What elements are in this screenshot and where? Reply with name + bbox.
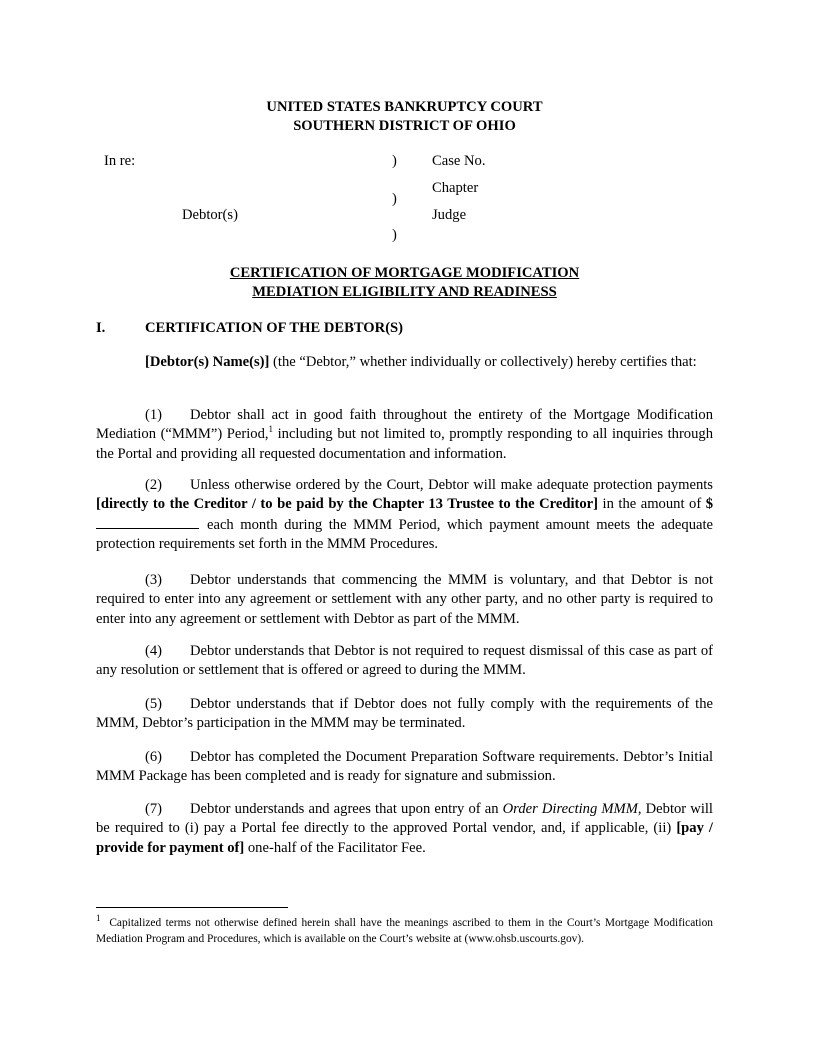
item-1 [96, 406, 713, 464]
item-number: (1) [145, 407, 163, 423]
item-number: (4) [145, 643, 163, 659]
payment-choice-placeholder: [pay / provide for payment of] [96, 820, 713, 856]
case-no-label: Case No. [432, 153, 486, 169]
section-title: CERTIFICATION OF THE DEBTOR(S) [145, 320, 404, 336]
in-re-label: In re: [104, 153, 136, 169]
item-text: Debtor understands that if Debtor does not fully comply with the requirements of the MMM, Debtor’s participation in the MMM may be terminated. [96, 696, 713, 732]
item-number: (3) [145, 572, 163, 588]
dollar-sign: $ [705, 496, 713, 513]
item-text: , Debtor will be required to (i) pay a Portal fee directly to the approved Portal vendor, and, if applicable, (ii) [96, 801, 713, 837]
item-number: (2) [145, 477, 163, 493]
section-number: I. [96, 320, 106, 336]
court-header [96, 98, 713, 136]
intro-paragraph [96, 353, 713, 372]
item-text: each month during the MMM Period, which payment amount meets the adequate protection requirements set forth in the MMM Procedures. [96, 516, 713, 553]
court-district: SOUTHERN DISTRICT OF OHIO [293, 118, 516, 134]
footnote-divider [96, 907, 288, 908]
item-number: (6) [145, 749, 163, 765]
chapter-label: Chapter [432, 180, 479, 196]
item-number: (7) [145, 801, 163, 817]
document-page [96, 0, 713, 1056]
item-5 [96, 695, 713, 734]
item-4 [96, 642, 713, 681]
item-text: in the amount of [598, 496, 706, 513]
section-heading [96, 319, 713, 338]
item-text: one-half of the Facilitator Fee. [244, 839, 426, 856]
judge-label: Judge [432, 207, 467, 223]
item-number: (5) [145, 696, 163, 712]
item-6 [96, 748, 713, 787]
intro-text: (the “Debtor,” whether individually or collectively) hereby certifies that: [269, 354, 697, 370]
court-name: UNITED STATES BANKRUPTCY COURT [266, 99, 543, 115]
caption-paren-2: ) [392, 191, 397, 207]
item-text: Debtor has completed the Document Preparation Software requirements. Debtor’s Initial MMM Package has been completed and is ready for signature and submission. [96, 749, 713, 785]
item-text: Unless otherwise ordered by the Court, Debtor will make adequate protection payments [190, 477, 713, 493]
amount-blank [96, 515, 199, 529]
debtor-name-placeholder: [Debtor(s) Name(s)] [145, 354, 270, 370]
item-7 [96, 800, 713, 858]
item-text: Debtor understands that commencing the MMM is voluntary, and that Debtor is not required to enter into any agreement or settlement with any other party, and no other party is required to enter into any agreement or settlement with Debtor as part of the MMM. [96, 572, 713, 627]
item-text: Debtor understands that Debtor is not required to request dismissal of this case as part of any resolution or settlement that is offered or agreed to during the MMM. [96, 643, 713, 679]
title-line-1: CERTIFICATION OF MORTGAGE MODIFICATION [229, 265, 580, 281]
debtor-label: Debtor(s) [182, 207, 238, 223]
footnote [96, 913, 713, 947]
item-text: Debtor shall act in good faith throughout the entirety of the Mortgage Modification Mediation (“MMM”) Period, [96, 407, 713, 443]
payment-option-placeholder: [directly to the Creditor / to be paid by the Chapter 13 Trustee to the Creditor] [96, 496, 598, 513]
title-line-2: MEDIATION ELIGIBILITY AND READINESS [252, 284, 557, 300]
item-text: including but not limited to, promptly responding to all inquiries through the Portal and providing all requested documentation and information. [96, 426, 713, 462]
footnote-text: Capitalized terms not otherwise defined herein shall have the meanings ascribed to them in the Court’s Mortgage Modification Mediation Program and Procedures, which is available on the Court’s website at (www.ohsb.uscourts.gov). [96, 917, 713, 945]
item-2 [96, 476, 713, 555]
footnote-ref: 1 [268, 424, 274, 435]
item-text: Debtor understands and agrees that upon entry of an [190, 801, 503, 817]
caption-paren-1: ) [392, 153, 397, 169]
caption-paren-3: ) [392, 227, 397, 243]
item-3 [96, 571, 713, 629]
document-title [96, 264, 713, 302]
footnote-mark: 1 [96, 913, 101, 924]
order-reference: Order Directing MMM [502, 801, 638, 817]
case-caption [96, 152, 713, 252]
